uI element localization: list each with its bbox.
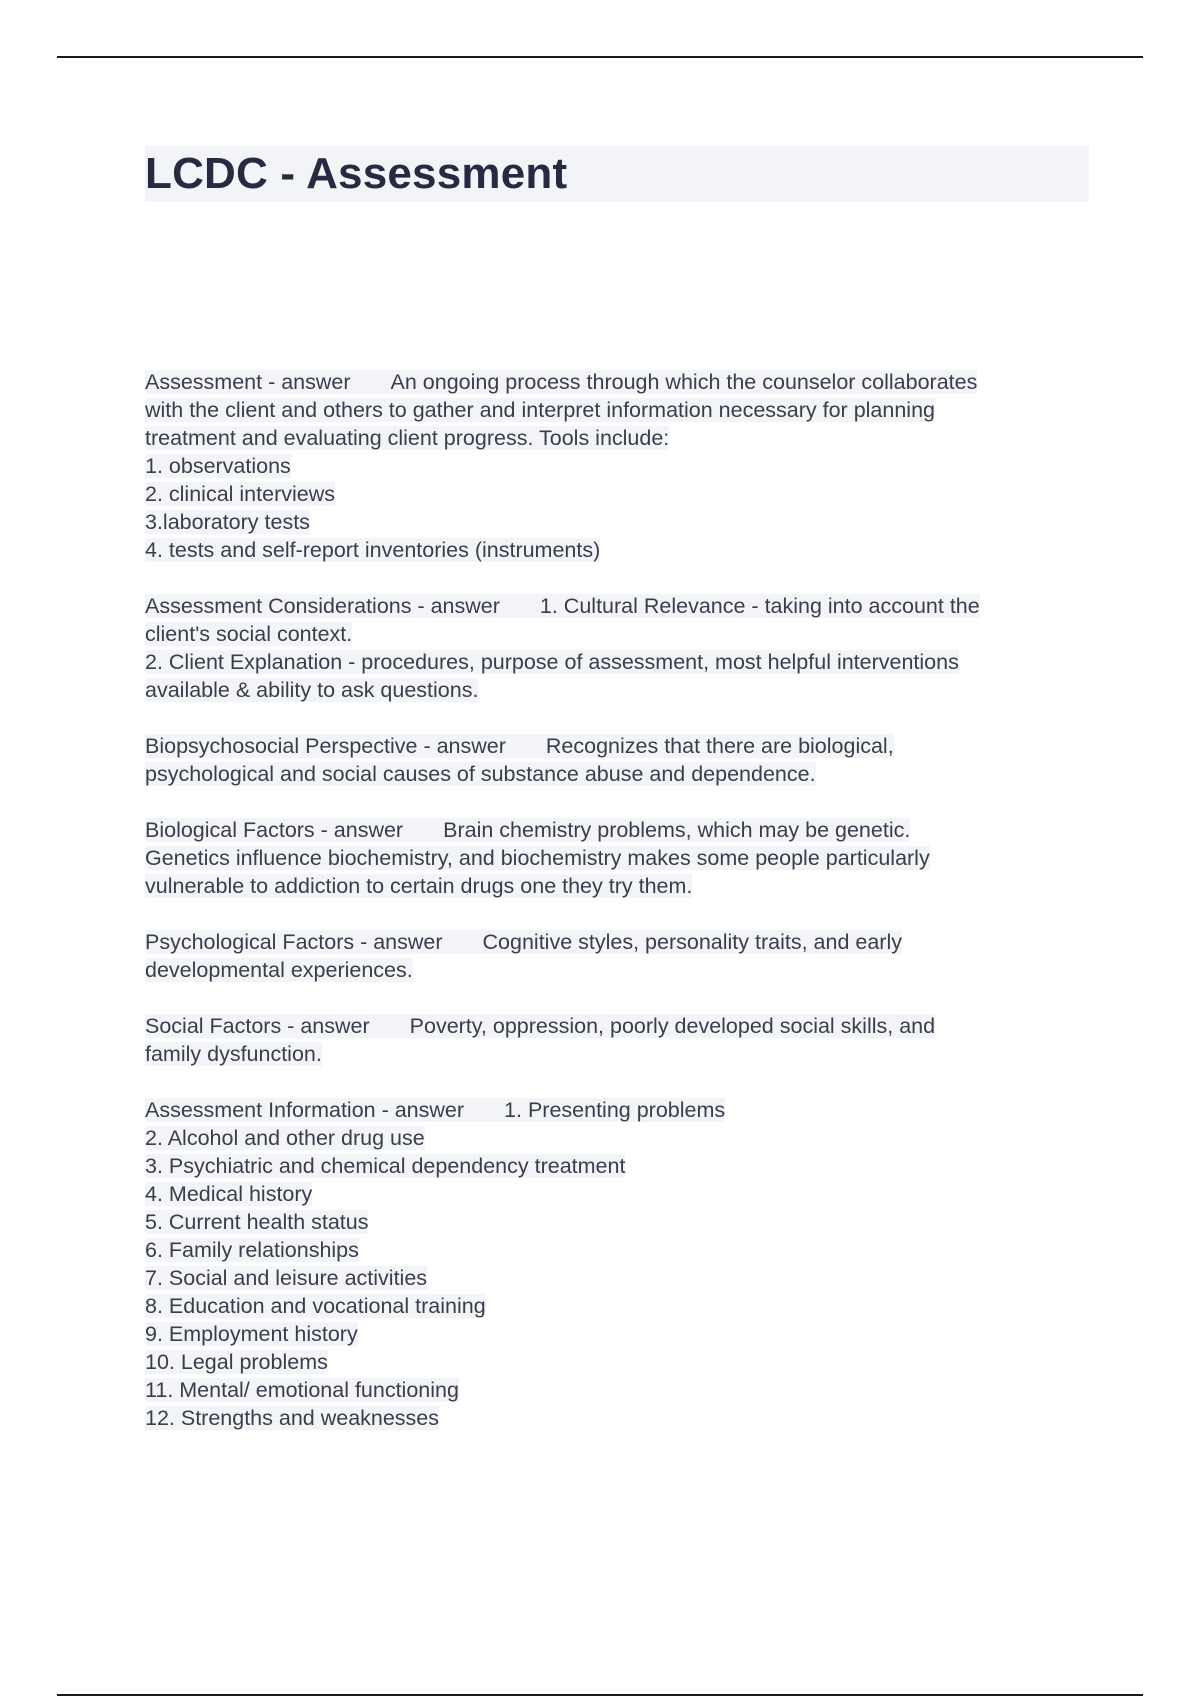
- flashcard: [145, 928, 1095, 984]
- bottom-rule: [57, 1694, 1143, 1696]
- flashcard-answer-line: Recognizes that there are biological,: [545, 734, 894, 758]
- flashcard-answer-line: 7. Social and leisure activities: [145, 1266, 428, 1290]
- flashcard-term: Assessment - answer: [145, 370, 351, 394]
- flashcard-answer-line: 3. Psychiatric and chemical dependency treatment: [145, 1154, 626, 1178]
- flashcard-answer-line: Cognitive styles, personality traits, and early: [482, 930, 902, 954]
- flashcard-term: Social Factors - answer: [145, 1014, 370, 1038]
- flashcard-answer-line: Genetics influence biochemistry, and biochemistry makes some people particularly: [145, 846, 930, 870]
- flashcard-answer-line: Poverty, oppression, poorly developed social skills, and: [409, 1014, 936, 1038]
- flashcard-answer-line: 11. Mental/ emotional functioning: [145, 1378, 459, 1402]
- flashcard: [145, 1096, 1095, 1432]
- flashcard: [145, 816, 1095, 900]
- flashcard-answer-line: client's social context.: [145, 622, 353, 646]
- flashcard-answer-line: 1. Cultural Relevance - taking into account the: [539, 594, 980, 618]
- page-title: LCDC - Assessment: [145, 149, 568, 198]
- top-rule: [57, 56, 1143, 58]
- flashcard-answer-line: 1. Presenting problems: [504, 1098, 726, 1122]
- flashcard-term: Biopsychosocial Perspective - answer: [145, 734, 506, 758]
- flashcard-answer-line: Brain chemistry problems, which may be genetic.: [443, 818, 911, 842]
- flashcard-list: [145, 368, 1095, 1460]
- flashcard-answer-line: 2. Client Explanation - procedures, purpose of assessment, most helpful interventions: [145, 650, 959, 674]
- flashcard-answer-line: 5. Current health status: [145, 1210, 369, 1234]
- flashcard-answer-line: psychological and social causes of substance abuse and dependence.: [145, 762, 816, 786]
- flashcard-answer-line: 10. Legal problems: [145, 1350, 328, 1374]
- flashcard-answer-line: developmental experiences.: [145, 958, 413, 982]
- flashcard-answer-line: An ongoing process through which the counselor collaborates: [390, 370, 978, 394]
- flashcard-answer-line: 3.laboratory tests: [145, 510, 310, 534]
- flashcard-answer-line: 12. Strengths and weaknesses: [145, 1406, 440, 1430]
- flashcard-term: Assessment Considerations - answer: [145, 594, 500, 618]
- flashcard-answer-line: 1. observations: [145, 454, 291, 478]
- flashcard-term: Biological Factors - answer: [145, 818, 404, 842]
- flashcard-answer-line: with the client and others to gather and interpret information necessary for planning: [145, 398, 935, 422]
- flashcard-answer-line: 2. Alcohol and other drug use: [145, 1126, 425, 1150]
- flashcard: [145, 592, 1095, 704]
- flashcard: [145, 1012, 1095, 1068]
- flashcard-answer-line: available & ability to ask questions.: [145, 678, 479, 702]
- flashcard-term: Psychological Factors - answer: [145, 930, 443, 954]
- flashcard-answer-line: 9. Employment history: [145, 1322, 358, 1346]
- flashcard-answer-line: 4. Medical history: [145, 1182, 313, 1206]
- flashcard-answer-line: 6. Family relationships: [145, 1238, 359, 1262]
- flashcard-term: Assessment Information - answer: [145, 1098, 465, 1122]
- flashcard-answer-line: vulnerable to addiction to certain drugs one they try them.: [145, 874, 693, 898]
- flashcard-answer-line: 8. Education and vocational training: [145, 1294, 486, 1318]
- flashcard-answer-line: family dysfunction.: [145, 1042, 322, 1066]
- flashcard: [145, 732, 1095, 788]
- flashcard-answer-line: 4. tests and self-report inventories (instruments): [145, 538, 601, 562]
- flashcard-answer-line: 2. clinical interviews: [145, 482, 335, 506]
- flashcard: [145, 368, 1095, 564]
- flashcard-answer-line: treatment and evaluating client progress. Tools include:: [145, 426, 670, 450]
